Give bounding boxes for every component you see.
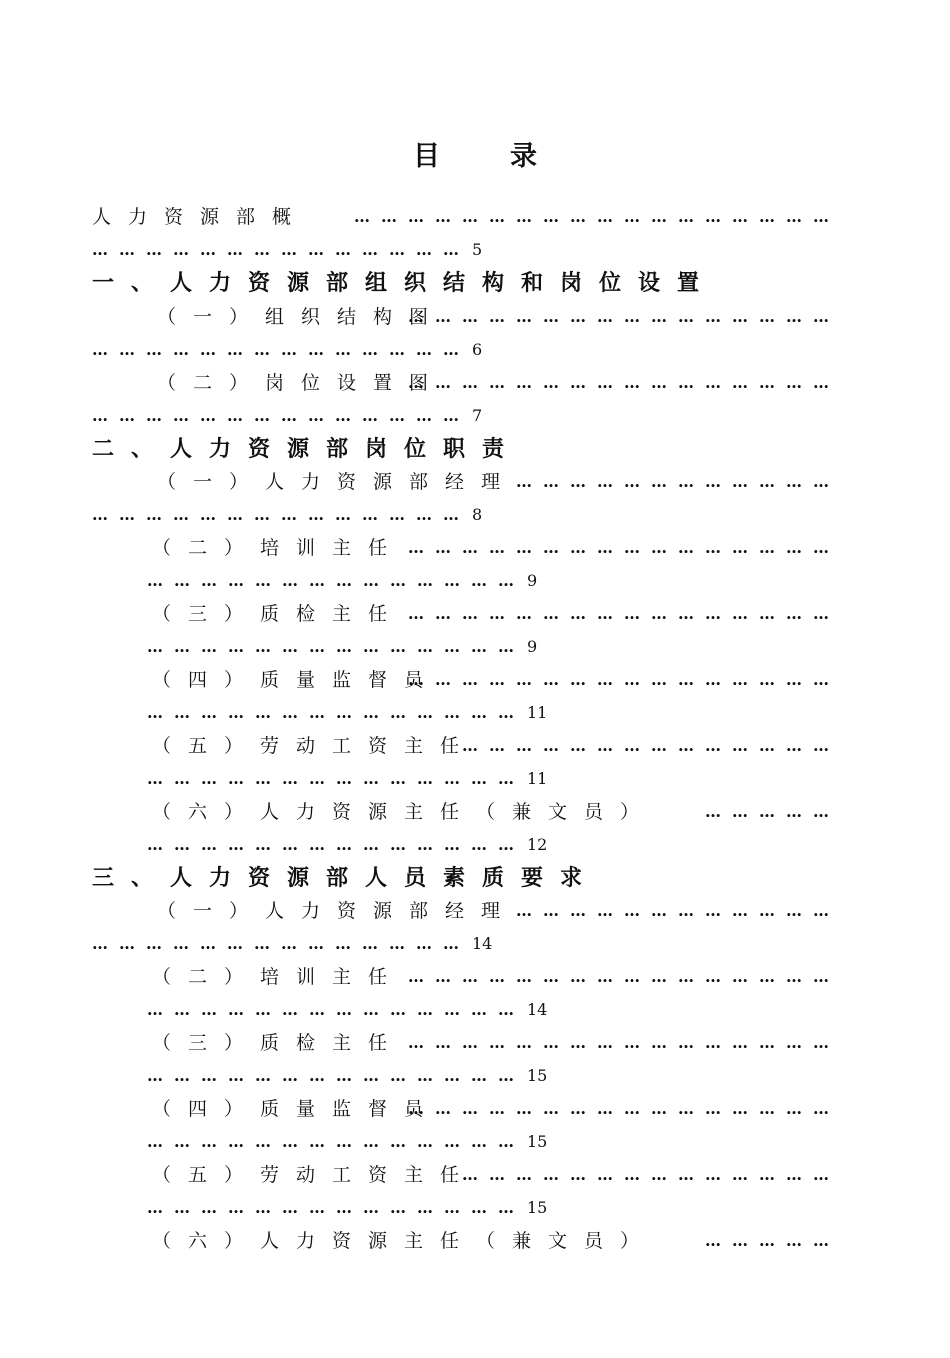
- section-heading: 一、人力资源部组织结构和岗位设置: [92, 270, 717, 296]
- toc-entry-s3-6[interactable]: [0, 1226, 950, 1260]
- toc-page-number: 14: [527, 1000, 548, 1019]
- toc-entry-s2-5-cont: [0, 764, 950, 798]
- leader-dots: ………………………………: [516, 901, 840, 920]
- toc-page-number: 9: [527, 637, 538, 656]
- toc-entry-label: （二）培训主任: [152, 966, 405, 988]
- toc-entry-label: （三）质检主任: [152, 603, 405, 625]
- leader-dots: ………………………………………………: [354, 207, 840, 226]
- toc-page-number: 14: [472, 934, 493, 953]
- toc-entry-s1-2[interactable]: [0, 368, 950, 402]
- section-heading: 二、人力资源部岗位职责: [92, 436, 522, 462]
- toc-entry-s3-2[interactable]: [0, 962, 950, 996]
- leader-dots: …………………………………… 15: [147, 1132, 548, 1151]
- leader-dots: …………………………………… 9: [147, 637, 538, 656]
- toc-entry-label: （四）质量监督员: [152, 1098, 441, 1120]
- toc-entry-s3-4[interactable]: [0, 1094, 950, 1128]
- toc-page-number: 15: [527, 1198, 548, 1217]
- leader-dots: …………………………………………: [408, 604, 840, 623]
- leader-dots: …………………………………… 11: [147, 769, 548, 788]
- toc-entry-label: （五）劳动工资主任: [152, 1164, 477, 1186]
- toc-entry-s2-3-cont: [0, 632, 950, 666]
- leader-dots: …………………………………… 11: [147, 703, 548, 722]
- toc-page-number: 5: [472, 240, 483, 259]
- toc-page-number: 6: [472, 340, 483, 359]
- toc-entry-s2-3[interactable]: [0, 599, 950, 633]
- toc-entry-s2-1-cont: [0, 500, 950, 534]
- leader-dots: …………………………………………: [408, 967, 840, 986]
- toc-entry-label: （二）培训主任: [152, 537, 405, 559]
- leader-dots: …………………………………… 15: [147, 1198, 548, 1217]
- toc-entry-s3-4-cont: [0, 1127, 950, 1161]
- toc-entry-s1-1-cont: [0, 335, 950, 369]
- leader-dots: ……………: [705, 802, 840, 821]
- toc-entry-s1-2-cont: [0, 401, 950, 435]
- toc-entry-s2-2[interactable]: [0, 533, 950, 567]
- leader-dots: ……………: [705, 1231, 840, 1250]
- toc-entry-s2-2-cont: [0, 566, 950, 600]
- leader-dots: …………………………………… 12: [147, 835, 548, 854]
- toc-entry-label: （四）质量监督员: [152, 669, 441, 691]
- leader-dots: …………………………………… 6: [92, 340, 483, 359]
- toc-page-number: 12: [527, 835, 548, 854]
- leader-dots: ……………………………………: [462, 1165, 840, 1184]
- toc-entry-label: （六）人力资源主任（兼文员）: [152, 801, 657, 823]
- toc-page-number: 11: [527, 769, 548, 788]
- leader-dots: ……………………………………: [462, 736, 840, 755]
- leader-dots: …………………………………… 9: [147, 571, 538, 590]
- leader-dots: …………………………………… 5: [92, 240, 483, 259]
- toc-title: [0, 134, 950, 173]
- toc-entry-s2-4[interactable]: [0, 665, 950, 699]
- toc-entry-s3-3-cont: [0, 1061, 950, 1095]
- toc-entry-label: 人力资源部概: [92, 206, 309, 228]
- toc-entry-s3-1[interactable]: [0, 896, 950, 930]
- toc-entry-s3-2-cont: [0, 995, 950, 1029]
- toc-entry-s3-5[interactable]: [0, 1160, 950, 1194]
- toc-title-left: 目: [413, 141, 440, 172]
- leader-dots: …………………………………… 14: [92, 934, 493, 953]
- leader-dots: …………………………………………: [408, 538, 840, 557]
- leader-dots: …………………………………… 7: [92, 406, 483, 425]
- toc-entry-s3-5-cont: [0, 1193, 950, 1227]
- toc-entry-label: （五）劳动工资主任: [152, 735, 477, 757]
- toc-entry-s2-5[interactable]: [0, 731, 950, 765]
- leader-dots: …………………………………………: [408, 307, 840, 326]
- toc-entry-label: （一）组织结构图: [157, 306, 446, 328]
- toc-entry-label: （三）质检主任: [152, 1032, 405, 1054]
- toc-heading-s3[interactable]: [0, 863, 950, 897]
- toc-entry-s3-1-cont: [0, 929, 950, 963]
- toc-entry-s2-6-cont: [0, 830, 950, 864]
- toc-entry-s2-6[interactable]: [0, 797, 950, 831]
- leader-dots: …………………………………………: [408, 1099, 840, 1118]
- toc-page-number: 9: [527, 571, 538, 590]
- toc-title-right: 录: [510, 141, 537, 172]
- toc-entry-s1-1[interactable]: [0, 302, 950, 336]
- leader-dots: …………………………………… 8: [92, 505, 483, 524]
- toc-entry-overview[interactable]: [0, 202, 950, 236]
- toc-entry-label: （一）人力资源部经理: [157, 900, 518, 922]
- toc-entry-label: （二）岗位设置图: [157, 372, 446, 394]
- toc-entry-overview-cont: [0, 235, 950, 269]
- toc-entry-s2-1[interactable]: [0, 467, 950, 501]
- toc-entry-s3-3[interactable]: [0, 1028, 950, 1062]
- leader-dots: ………………………………: [516, 472, 840, 491]
- toc-page-number: 7: [472, 406, 483, 425]
- toc-heading-s1[interactable]: [0, 268, 950, 302]
- toc-page-number: 11: [527, 703, 548, 722]
- leader-dots: …………………………………… 15: [147, 1066, 548, 1085]
- toc-heading-s2[interactable]: [0, 434, 950, 468]
- toc-entry-s2-4-cont: [0, 698, 950, 732]
- section-heading: 三、人力资源部人员素质要求: [92, 865, 600, 891]
- toc-entry-label: （六）人力资源主任（兼文员）: [152, 1230, 657, 1252]
- leader-dots: …………………………………………: [408, 1033, 840, 1052]
- toc-entry-label: （一）人力资源部经理: [157, 471, 518, 493]
- leader-dots: …………………………………………: [408, 670, 840, 689]
- toc-page-number: 8: [472, 505, 483, 524]
- leader-dots: …………………………………… 14: [147, 1000, 548, 1019]
- toc-page-number: 15: [527, 1132, 548, 1151]
- toc-page-number: 15: [527, 1066, 548, 1085]
- leader-dots: …………………………………………: [408, 373, 840, 392]
